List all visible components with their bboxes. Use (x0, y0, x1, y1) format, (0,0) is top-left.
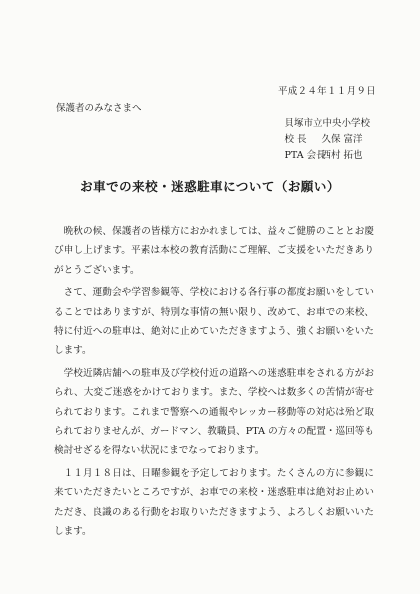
principal-role: 校 長 (284, 134, 307, 145)
principal-name: 久保 富洋 (321, 134, 363, 145)
addressee: 保護者のみなさまへ (56, 103, 142, 114)
pta-name: 西村 拓也 (321, 150, 363, 161)
principal-line (284, 132, 370, 148)
notice-title: お車での来校・迷惑駐車について（お願い） (80, 179, 340, 194)
letter-date: 平成２４年１１月９日 (277, 86, 376, 97)
paragraph-greeting: 晩秋の候、保護者の皆様方におかれましては、益々ご健勝のこととお慶び申し上げます。平素は本校の教育活動にご理解、ご支援をいただきありがとうございます。 (54, 226, 374, 276)
pta-role: PTA 会長 (284, 150, 326, 161)
school-name: 貝塚市立中央小学校 (284, 118, 370, 129)
paragraph-request: さて、運動会や学習参観等、学校における各行事の都度お願いをしていることではありますが、特別な事情の無い限り、改めて、お車での来校、特に付近への駐車は、絶対に止めていただきますよう、強くお願いをいたします。 (54, 287, 374, 357)
notice-body (54, 222, 374, 545)
pta-line (284, 148, 370, 164)
sender-block (284, 116, 370, 164)
paragraph-problem: 学校近隣店舗への駐車及び学校付近の道路への迷惑駐車をされる方がおられ、大変ご迷惑をかけております。また、学校へは数多くの苦情が寄せられております。これまで警察への通報やレッカー移動等の対応は殆ど取られておりませんが、ガードマン、教職員、PTA の方々の配置・巡回等も検討せざるを得ない状況にまでなっております。 (54, 367, 374, 457)
paragraph-event: １１月１８日は、日曜参観を予定しております。たくさんの方に参観に来ていただきたいところですが、お車での来校・迷惑駐車は絶対お止めいただき、良識のある行動をお取りいただきますよう、よろしくお願いいたします。 (54, 467, 374, 538)
